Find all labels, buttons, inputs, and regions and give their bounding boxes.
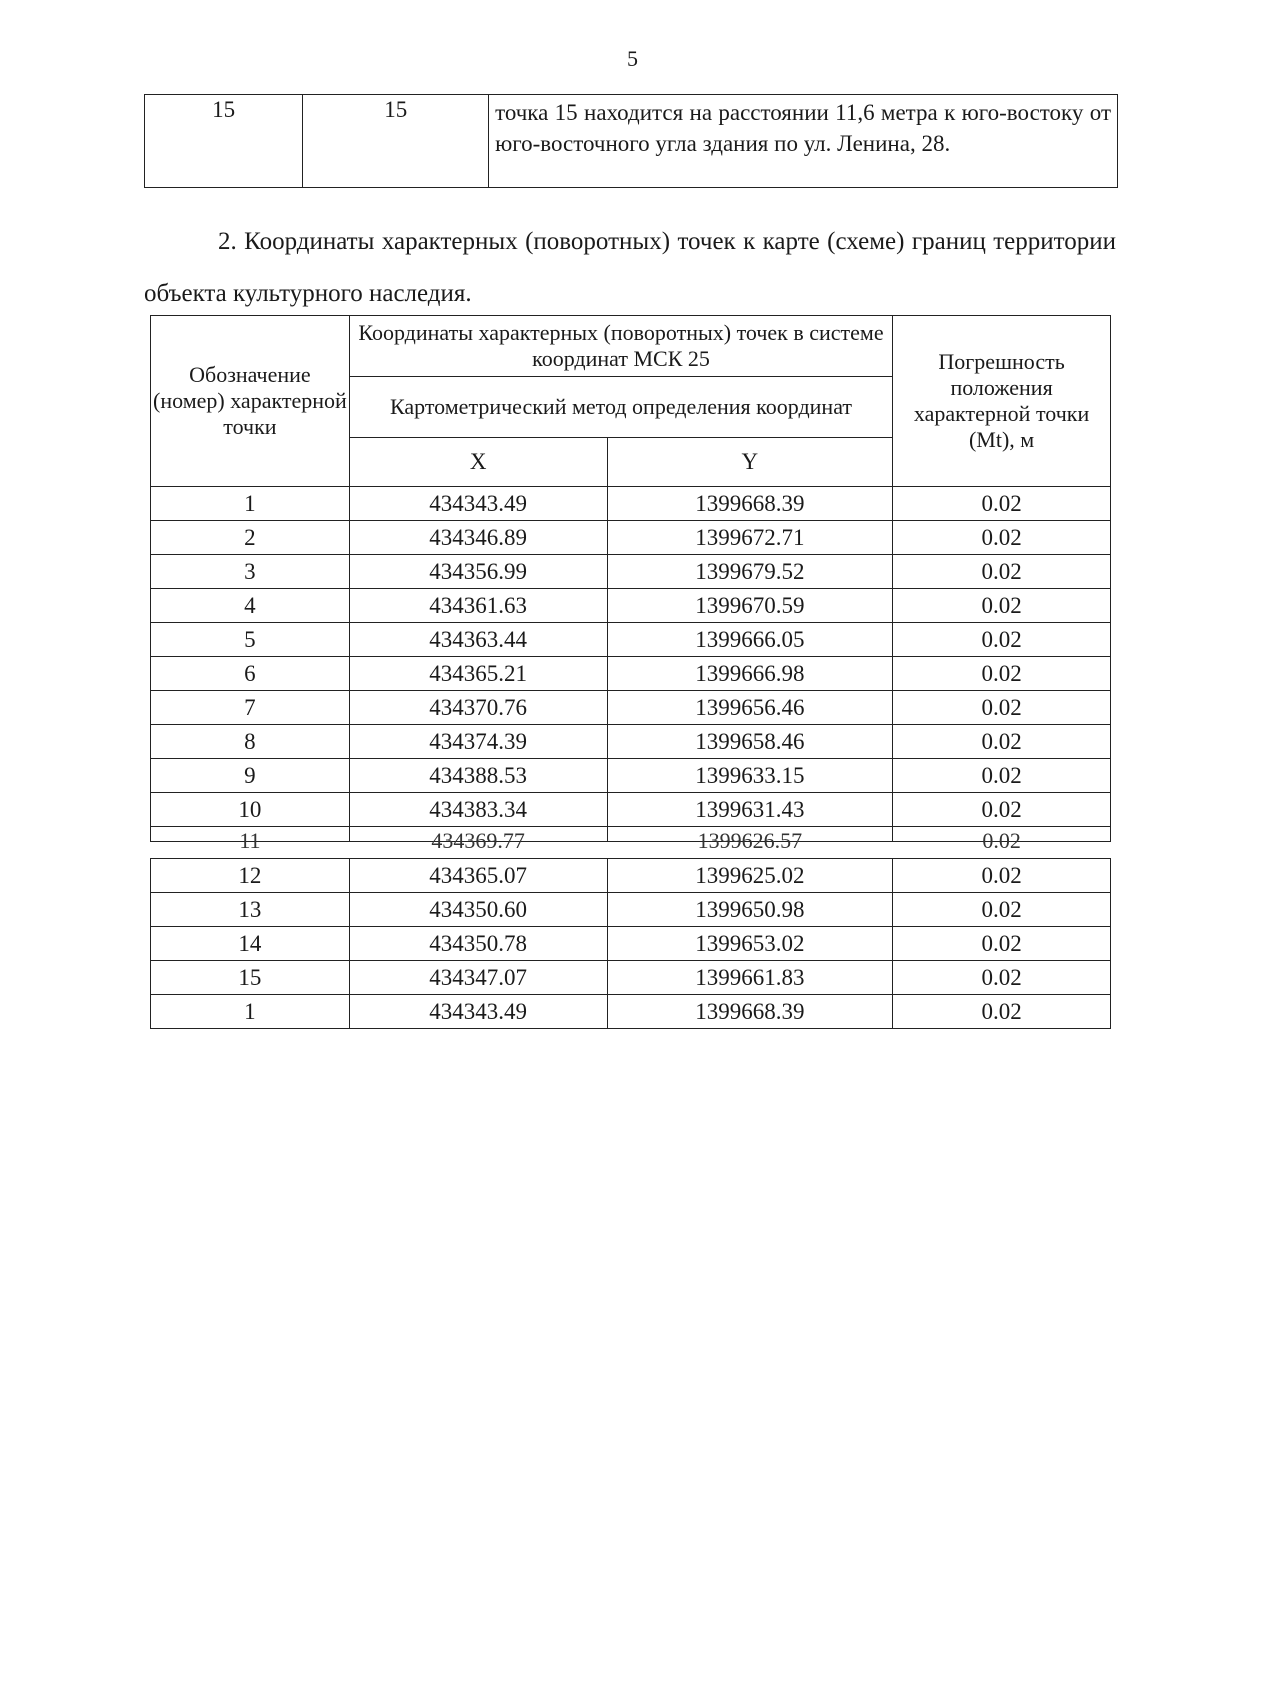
table-row <box>151 893 1111 927</box>
error-value-cell: 0.02 <box>893 793 1111 827</box>
x-coordinate-cell: 434356.99 <box>349 555 607 589</box>
y-coordinate-cell: 1399625.02 <box>607 859 893 893</box>
page-number: 5 <box>627 46 638 71</box>
table-row <box>151 589 1111 623</box>
error-value-cell: 0.02 <box>893 657 1111 691</box>
table-row <box>151 623 1111 657</box>
x-coordinate-cell: 434363.44 <box>349 623 607 657</box>
error-value-cell: 0.02 <box>893 589 1111 623</box>
point-number-cell: 15 <box>145 95 303 188</box>
coordinates-table <box>150 315 1111 1029</box>
header-point-designation: Обозначение (номер) характерной точки <box>151 316 350 487</box>
table-row <box>151 793 1111 827</box>
y-coordinate-cell: 1399650.98 <box>607 893 893 927</box>
point-number-cell: 2 <box>151 521 350 555</box>
point-number-cell: 11 <box>151 827 350 842</box>
x-coordinate-cell: 434370.76 <box>349 691 607 725</box>
x-coordinate-cell: 434347.07 <box>349 961 607 995</box>
point-number-cell: 3 <box>151 555 350 589</box>
y-coordinate-cell: 1399666.05 <box>607 623 893 657</box>
error-value-cell: 0.02 <box>893 927 1111 961</box>
table-row <box>151 827 1111 842</box>
error-value-cell: 0.02 <box>893 995 1111 1029</box>
y-coordinate-cell: 1399668.39 <box>607 487 893 521</box>
error-value-cell: 0.02 <box>893 623 1111 657</box>
table-row <box>151 555 1111 589</box>
coordinates-table-body <box>151 487 1111 1029</box>
table-row <box>151 487 1111 521</box>
header-y: Y <box>607 438 893 487</box>
point-number-cell: 1 <box>151 995 350 1029</box>
y-coordinate-cell: 1399658.46 <box>607 725 893 759</box>
y-coordinate-cell: 1399653.02 <box>607 927 893 961</box>
y-coordinate-cell: 1399679.52 <box>607 555 893 589</box>
table-row <box>151 521 1111 555</box>
y-coordinate-cell: 1399633.15 <box>607 759 893 793</box>
y-coordinate-cell: 1399631.43 <box>607 793 893 827</box>
error-value-cell: 0.02 <box>893 521 1111 555</box>
x-coordinate-cell: 434343.49 <box>349 995 607 1029</box>
continuation-table <box>144 94 1118 188</box>
error-value-cell: 0.02 <box>893 859 1111 893</box>
error-value-cell: 0.02 <box>893 827 1111 842</box>
error-value-cell: 0.02 <box>893 691 1111 725</box>
x-coordinate-cell: 434388.53 <box>349 759 607 793</box>
x-coordinate-cell: 434343.49 <box>349 487 607 521</box>
point-number-cell: 12 <box>151 859 350 893</box>
x-coordinate-cell: 434365.21 <box>349 657 607 691</box>
x-coordinate-cell: 434374.39 <box>349 725 607 759</box>
table-row <box>151 725 1111 759</box>
x-coordinate-cell: 434350.78 <box>349 927 607 961</box>
y-coordinate-cell: 1399661.83 <box>607 961 893 995</box>
error-value-cell: 0.02 <box>893 725 1111 759</box>
table-row <box>151 657 1111 691</box>
point-number-cell: 4 <box>151 589 350 623</box>
point-number-cell: 10 <box>151 793 350 827</box>
header-coordinates-system: Координаты характерных (поворотных) точек в системе координат МСК 25 <box>349 316 892 377</box>
table-row <box>151 859 1111 893</box>
header-position-error: Погрешность положения характерной точки (Mt), м <box>893 316 1111 487</box>
x-coordinate-cell: 434350.60 <box>349 893 607 927</box>
error-value-cell: 0.02 <box>893 961 1111 995</box>
table-row <box>151 927 1111 961</box>
table-row <box>151 961 1111 995</box>
point-number-cell: 14 <box>151 927 350 961</box>
point-number-cell: 9 <box>151 759 350 793</box>
error-value-cell: 0.02 <box>893 759 1111 793</box>
y-coordinate-cell: 1399626.57 <box>607 827 893 842</box>
point-number-cell: 13 <box>151 893 350 927</box>
point-number-cell: 5 <box>151 623 350 657</box>
x-coordinate-cell: 434383.34 <box>349 793 607 827</box>
table-row <box>151 995 1111 1029</box>
x-coordinate-cell: 434346.89 <box>349 521 607 555</box>
point-number-cell: 7 <box>151 691 350 725</box>
point-number-cell: 8 <box>151 725 350 759</box>
header-method: Картометрический метод определения координат <box>349 377 892 438</box>
table-row <box>145 95 1118 188</box>
y-coordinate-cell: 1399666.98 <box>607 657 893 691</box>
error-value-cell: 0.02 <box>893 893 1111 927</box>
error-value-cell: 0.02 <box>893 555 1111 589</box>
point-number-cell: 1 <box>151 487 350 521</box>
page-fold-gap <box>151 842 1111 859</box>
point-number-cell: 15 <box>303 95 489 188</box>
y-coordinate-cell: 1399656.46 <box>607 691 893 725</box>
y-coordinate-cell: 1399670.59 <box>607 589 893 623</box>
header-x: X <box>349 438 607 487</box>
point-number-cell: 6 <box>151 657 350 691</box>
point-number-cell: 15 <box>151 961 350 995</box>
x-coordinate-cell: 434361.63 <box>349 589 607 623</box>
x-coordinate-cell: 434365.07 <box>349 859 607 893</box>
y-coordinate-cell: 1399668.39 <box>607 995 893 1029</box>
y-coordinate-cell: 1399672.71 <box>607 521 893 555</box>
table-row <box>151 759 1111 793</box>
x-coordinate-cell: 434369.77 <box>349 827 607 842</box>
error-value-cell: 0.02 <box>893 487 1111 521</box>
table-row <box>151 691 1111 725</box>
section-paragraph: 2. Координаты характерных (поворотных) точек к карте (схеме) границ территории объекта культурного наследия. <box>144 228 1116 307</box>
point-description-cell: точка 15 находится на расстоянии 11,6 метра к юго-востоку от юго-восточного угла здания по ул. Ленина, 28. <box>489 95 1118 188</box>
